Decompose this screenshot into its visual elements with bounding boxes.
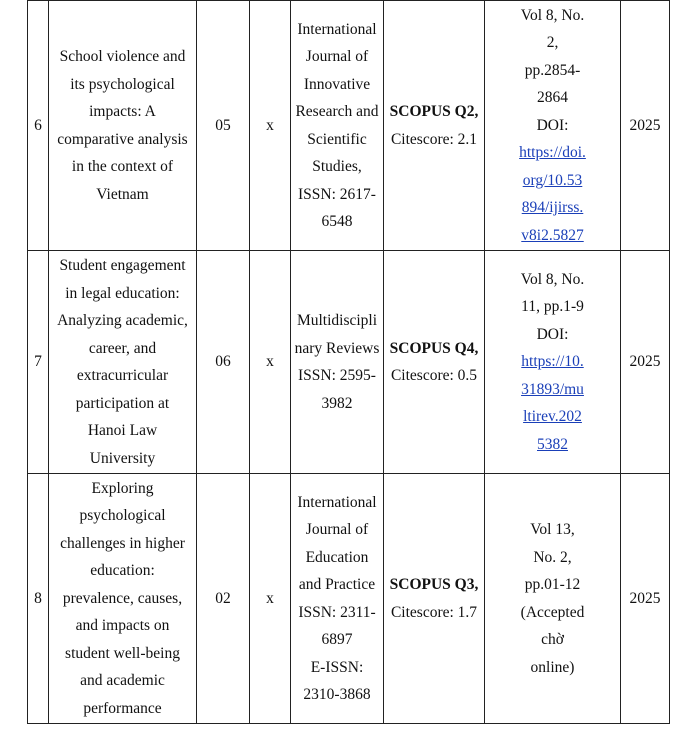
journal-cell: [291, 1, 384, 251]
volume-line: No. 2,: [533, 548, 572, 566]
authors-cell: [197, 474, 250, 724]
volume-line: 2,: [546, 34, 559, 52]
journal-cell: [291, 251, 384, 474]
journal-line: and Practice: [298, 576, 376, 593]
volume-line: pp.01-12: [524, 576, 581, 593]
authors-cell: [197, 1, 250, 251]
author-count: 05: [215, 116, 231, 134]
role-mark: x: [266, 353, 274, 371]
journal-line: 6897: [321, 631, 353, 648]
title-line: participation at: [75, 394, 170, 412]
author-count: 02: [215, 589, 231, 607]
title-line: career, and: [88, 339, 157, 357]
year-cell: [621, 474, 670, 724]
volume-line: (Accepted: [520, 603, 585, 621]
doi-link[interactable]: https://doi.: [519, 144, 586, 162]
doi-link[interactable]: 894/ijirss.: [521, 199, 584, 217]
citescore: Citescore: 1.7: [390, 603, 478, 621]
title-line: Exploring: [91, 479, 154, 497]
title-line: University: [89, 449, 156, 467]
volume-line: 2864: [537, 89, 568, 107]
year: 2025: [629, 116, 661, 134]
row-number-cell: [28, 1, 49, 251]
year: 2025: [629, 589, 661, 607]
volume-line: online): [530, 658, 575, 676]
table-row: [28, 1, 670, 251]
index-label: SCOPUS Q4,: [389, 339, 479, 357]
title-line: Hanoi Law: [87, 422, 158, 439]
volume-line: pp.2854-: [524, 61, 581, 79]
publication-table: [27, 0, 670, 724]
row-number: 7: [34, 353, 42, 371]
table-body: [28, 1, 670, 724]
journal-line: International: [297, 493, 377, 511]
journal-line: E-ISSN:: [310, 658, 364, 676]
index-cell: [384, 1, 485, 251]
role-cell: [250, 1, 291, 251]
table-row: [28, 474, 670, 724]
title-line: in the context of: [71, 158, 174, 175]
volume-doi-cell: [485, 1, 621, 251]
title-line: education:: [90, 562, 155, 580]
journal-line: Research and: [295, 103, 379, 120]
row-number: 8: [34, 589, 42, 607]
journal-line: nary Reviews: [294, 339, 380, 357]
index-cell: [384, 474, 485, 724]
journal-line: Innovative: [303, 75, 371, 93]
doi-link[interactable]: org/10.53: [522, 171, 583, 189]
journal-line: Studies,: [312, 158, 362, 175]
title-line: its psychological: [70, 75, 175, 93]
title-line: and impacts on: [75, 617, 170, 635]
journal-line: ISSN: 2617-: [298, 185, 376, 203]
journal-line: Journal of: [305, 521, 369, 538]
author-count: 06: [215, 353, 231, 371]
doi-link[interactable]: ltirev.202: [523, 408, 582, 426]
doi-link[interactable]: 31893/mu: [521, 380, 584, 398]
title-line: psychological: [79, 507, 166, 525]
title-line: extracurricular: [76, 367, 169, 384]
title-line: in legal education:: [65, 284, 180, 302]
title-line: comparative analysis: [57, 130, 188, 148]
journal-line: ISSN: 2311-: [298, 603, 376, 621]
journal-line: Education: [305, 548, 369, 566]
index-label: SCOPUS Q2,: [389, 103, 479, 120]
title-line: challenges in higher: [60, 534, 185, 552]
title-line: student well-being: [65, 644, 180, 662]
journal-line: ISSN: 2595-: [298, 367, 376, 384]
journal-line: International: [297, 20, 377, 38]
volume-line: chờ: [541, 631, 564, 648]
title-line: prevalence, causes,: [62, 589, 183, 607]
year-cell: [621, 1, 670, 251]
title-line: impacts: A: [89, 103, 156, 120]
role-mark: x: [266, 116, 274, 134]
volume-line: Vol 13,: [530, 521, 575, 538]
volume-line: Vol 8, No.: [520, 6, 585, 24]
title-cell: [49, 474, 197, 724]
journal-line: 6548: [321, 213, 353, 230]
journal-cell: [291, 474, 384, 724]
title-line: Vietnam: [96, 185, 149, 203]
volume-doi-cell: [485, 251, 621, 474]
year-cell: [621, 251, 670, 474]
doi-link[interactable]: 5382: [537, 435, 568, 453]
journal-line: Scientific: [307, 130, 367, 148]
index-cell: [384, 251, 485, 474]
title-line: Student engagement: [59, 257, 186, 274]
journal-line: Journal of: [305, 48, 369, 65]
volume-line: DOI:: [536, 116, 569, 134]
doi-link[interactable]: v8i2.5827: [521, 226, 584, 244]
title-line: performance: [83, 699, 162, 717]
citescore: Citescore: 2.1: [390, 130, 478, 148]
journal-line: Multidiscipli: [296, 312, 378, 329]
volume-line: DOI:: [536, 325, 569, 343]
title-cell: [49, 1, 197, 251]
table-row: [28, 251, 670, 474]
journal-line: 2310-3868: [303, 686, 371, 703]
title-cell: [49, 251, 197, 474]
index-label: SCOPUS Q3,: [389, 576, 479, 593]
authors-cell: [197, 251, 250, 474]
row-number-cell: [28, 474, 49, 724]
role-cell: [250, 251, 291, 474]
journal-line: 3982: [321, 394, 353, 412]
doi-link[interactable]: https://10.: [521, 353, 584, 371]
year: 2025: [629, 353, 661, 371]
volume-line: 11, pp.1-9: [521, 298, 584, 316]
row-number: 6: [34, 116, 42, 134]
title-line: School violence and: [59, 48, 186, 65]
row-number-cell: [28, 251, 49, 474]
role-cell: [250, 474, 291, 724]
citescore: Citescore: 0.5: [390, 367, 478, 384]
volume-line: Vol 8, No.: [520, 270, 585, 288]
volume-doi-cell: [485, 474, 621, 724]
role-mark: x: [266, 589, 274, 607]
title-line: and academic: [80, 672, 165, 690]
title-line: Analyzing academic,: [57, 312, 188, 329]
